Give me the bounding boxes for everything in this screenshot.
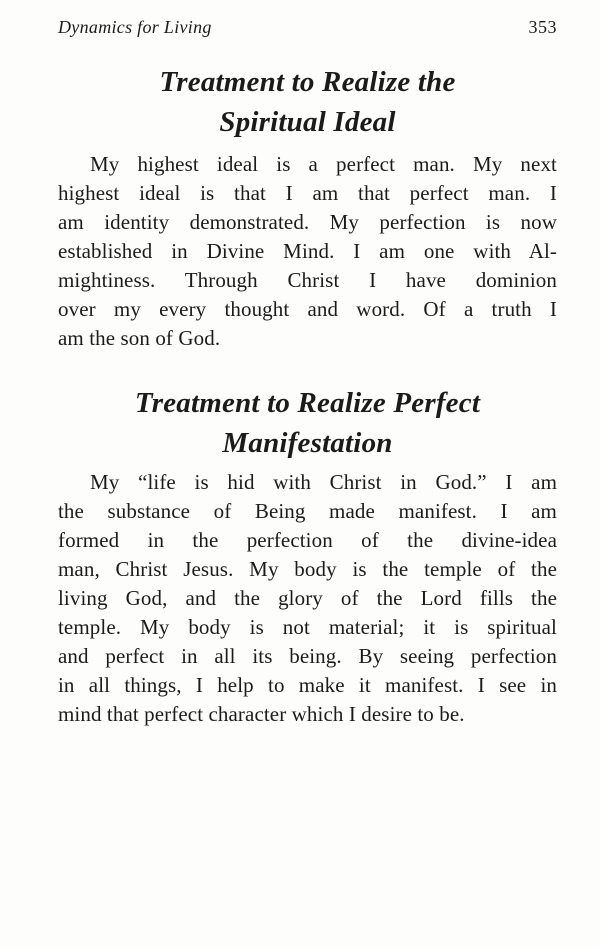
- heading-line: Treatment to Realize the: [159, 66, 456, 98]
- text-line: over my every thought and word. Of a truth I: [58, 297, 557, 321]
- text-line: am the son of God.: [58, 326, 221, 350]
- heading-line: Spiritual Ideal: [219, 106, 396, 138]
- text-line: in all things, I help to make it manifest. I see in: [58, 673, 557, 697]
- text-line: highest ideal is that I am that perfect man. I: [58, 181, 557, 205]
- heading-line: Manifestation: [222, 427, 393, 459]
- section-heading-spiritual-ideal: [58, 62, 557, 142]
- text-line: My highest ideal is a perfect man. My next: [90, 152, 557, 176]
- text-line: established in Divine Mind. I am one with Al-: [58, 239, 557, 263]
- running-header-title: Dynamics for Living: [58, 17, 212, 37]
- text-line: My “life is hid with Christ in God.” I am: [90, 470, 557, 494]
- text-line: and perfect in all its being. By seeing perfection: [58, 644, 557, 668]
- paragraph-spiritual-ideal: [58, 150, 557, 353]
- text-line: the substance of Being made manifest. I am: [58, 499, 557, 523]
- text-line: formed in the perfection of the divine-idea: [58, 528, 557, 552]
- text-line: am identity demonstrated. My perfection is now: [58, 210, 557, 234]
- text-line: man, Christ Jesus. My body is the temple of the: [58, 557, 557, 581]
- section-heading-perfect-manifestation: [58, 383, 557, 463]
- text-line: mightiness. Through Christ I have dominion: [58, 268, 557, 292]
- text-line: mind that perfect character which I desire to be.: [58, 702, 465, 726]
- paragraph-perfect-manifestation: [58, 468, 557, 729]
- text-line: temple. My body is not material; it is spiritual: [58, 615, 557, 639]
- running-header: [58, 16, 557, 38]
- text-line: living God, and the glory of the Lord fills the: [58, 586, 557, 610]
- page-number: 353: [528, 17, 557, 37]
- heading-line: Treatment to Realize Perfect: [134, 387, 481, 419]
